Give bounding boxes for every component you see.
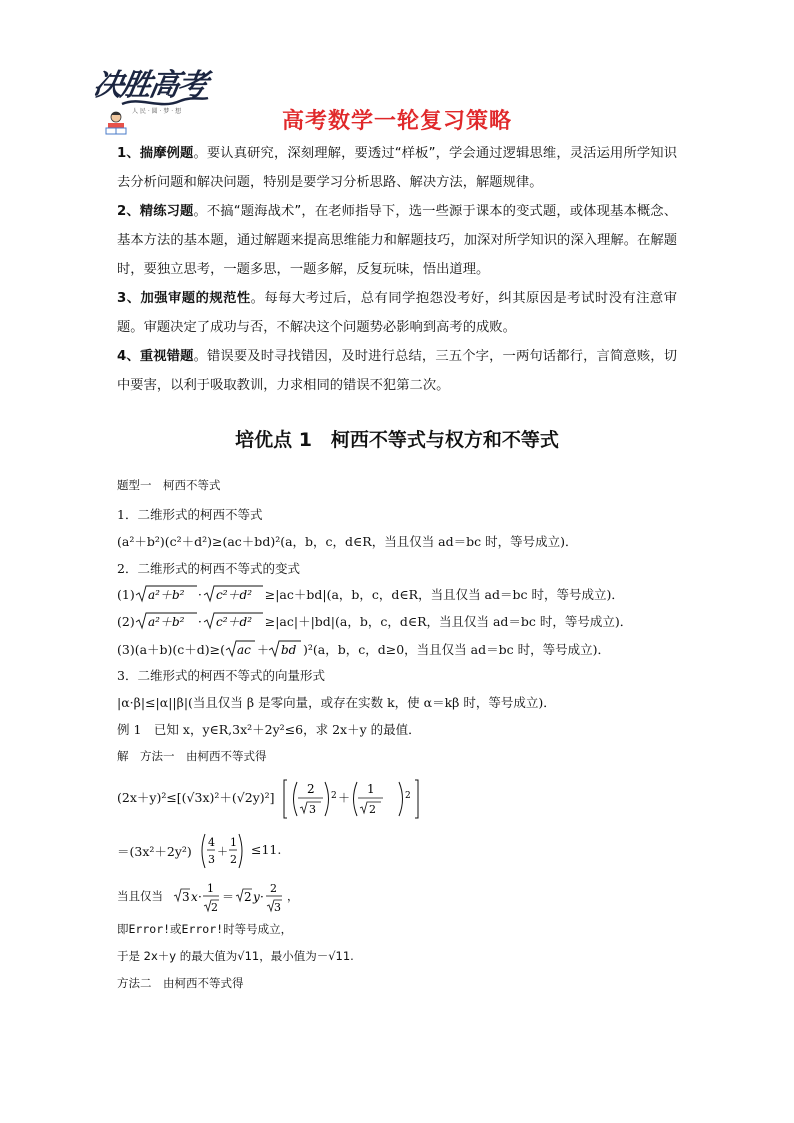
svg-text:4: 4 <box>208 836 215 849</box>
formula-prefix: (2) <box>117 614 135 629</box>
strategy-heading: 1、揣摩例题 <box>117 146 194 161</box>
equality-note: 即Error!或Error!时等号成立， <box>117 922 293 936</box>
step-right: ≤11. <box>251 842 282 857</box>
svg-text:ac: ac <box>237 643 251 657</box>
formula-line <box>117 640 610 658</box>
document-title: 高考数学一轮复习策略 <box>281 109 512 134</box>
result-line: 于是 2x＋y 的最大值为√11，最小值为－√11. <box>117 949 354 963</box>
section-title: 培优点 1 柯西不等式与权方和不等式 <box>235 429 559 451</box>
strategy-body: 。每每大考过后，总有同学抱怨没考好，纠其原因是考试时没有注意审题。审题决定了成功与否，不解决这个问题势必影响到高考的成败。 <box>117 291 677 335</box>
formula-suffix: ≥|ac＋bd|(a，b，c，d∈R，当且仅当 ad＝bc 时，等号成立)． <box>264 587 624 602</box>
formula-line: (a²＋b²)(c²＋d²)≥(ac＋bd)²(a，b，c，d∈R，当且仅当 ad＝bc 时，等号成立)． <box>117 534 578 549</box>
step-left: 当且仅当 <box>117 889 163 903</box>
svg-text:x: x <box>191 890 198 904</box>
strategy-body: 。不搞“题海战术”，在老师指导下，选一些源于课本的变式题，或体现基本概念、基本方法的基本题，通过解题来提高思维能力和解题技巧，加深对所学知识的深入理解。在解题时，要独立思考，一题多思，一题多解，反复玩味，悟出道理。 <box>117 204 677 277</box>
type-heading: 题型一 柯西不等式 <box>117 478 221 492</box>
svg-text:2: 2 <box>369 803 376 816</box>
step-left: ＝(3x²＋2y²) <box>117 844 192 859</box>
step-left: (2x＋y)²≤[(√3x)²＋(√2y)²] <box>117 790 275 805</box>
strategy-paragraph <box>117 139 677 197</box>
strategy-heading: 2、精练习题 <box>117 204 194 219</box>
formula-line <box>117 585 624 603</box>
formula-prefix: (3)(a＋b)(c＋d)≥( <box>117 642 226 657</box>
svg-text:·: · <box>260 890 264 904</box>
method-label: 方法二 由柯西不等式得 <box>117 976 244 990</box>
step-right: ， <box>287 889 299 903</box>
strategy-heading: 4、重视错题 <box>117 349 194 364</box>
svg-text:a²＋b²: a²＋b² <box>147 615 185 629</box>
strategy-body: 。要认真研究，深刻理解，要透过“样板”，学会通过逻辑思维，灵活运用所学知识去分析问题和解决问题，特别是要学习分析思路、解决方法，解题规律。 <box>117 146 677 190</box>
fraction-sum-expression <box>199 830 247 872</box>
strategy-heading: 3、加强审题的规范性 <box>117 291 251 306</box>
item-heading: 2．二维形式的柯西不等式的变式 <box>117 561 300 576</box>
svg-text:y: y <box>253 890 260 904</box>
bracket-fraction-expression <box>283 778 433 820</box>
svg-text:2: 2 <box>230 853 237 866</box>
item-heading: 3．二维形式的柯西不等式的向量形式 <box>117 668 325 683</box>
svg-text:·: · <box>198 890 202 904</box>
svg-text:3: 3 <box>274 901 281 914</box>
svg-text:＋: ＋ <box>338 791 351 805</box>
svg-text:1: 1 <box>367 782 375 796</box>
svg-text:1: 1 <box>230 836 237 849</box>
svg-text:·: · <box>197 588 202 602</box>
svg-text:3: 3 <box>208 853 215 866</box>
formula-line: |α·β|≤|α||β|(当且仅当 β 是零向量，或存在实数 k，使 α＝kβ 时，等号成立)． <box>117 695 556 710</box>
svg-text:＋: ＋ <box>217 845 228 858</box>
equality-condition-expression <box>173 876 299 918</box>
formula-suffix: ≥|ac|＋|bd|(a，b，c，d∈R，当且仅当 ad＝bc 时，等号成立)． <box>264 614 633 629</box>
formula-line <box>117 612 632 630</box>
sqrt-sum-expression <box>225 640 303 658</box>
strategy-paragraph <box>117 342 677 400</box>
svg-text:2: 2 <box>211 901 218 914</box>
strategy-paragraph <box>117 197 677 284</box>
svg-text:a²＋b²: a²＋b² <box>147 588 185 602</box>
svg-text:2: 2 <box>331 791 337 801</box>
svg-text:3: 3 <box>182 890 190 904</box>
svg-text:2: 2 <box>270 882 277 895</box>
svg-text:c²＋d²: c²＋d² <box>215 588 252 602</box>
svg-text:3: 3 <box>309 803 316 816</box>
logo-tagline: 人 民 · 圆 · 梦 · 想 <box>132 108 182 115</box>
svg-text:c²＋d²: c²＋d² <box>215 615 252 629</box>
sqrt-product-expression <box>135 585 265 603</box>
strategy-paragraph <box>117 284 677 342</box>
solution-label: 解 方法一 由柯西不等式得 <box>117 749 267 763</box>
logo-text: 决胜高考 <box>90 68 209 103</box>
sqrt-product-expression <box>135 612 265 630</box>
item-heading: 1．二维形式的柯西不等式 <box>117 507 263 522</box>
svg-text:2: 2 <box>405 791 411 801</box>
strategy-body: 。错误要及时寻找错因，及时进行总结，三五个字，一两句话都行，言简意赅，切中要害，以利于吸取教训，力求相同的错误不犯第二次。 <box>117 349 677 393</box>
svg-text:bd: bd <box>281 643 297 657</box>
svg-text:2: 2 <box>307 782 315 796</box>
svg-text:·: · <box>197 615 202 629</box>
formula-prefix: (1) <box>117 587 135 602</box>
svg-text:1: 1 <box>207 882 214 895</box>
svg-text:＝: ＝ <box>222 890 235 904</box>
formula-suffix: )²(a，b，c，d≥0，当且仅当 ad＝bc 时，等号成立)． <box>303 642 610 657</box>
svg-text:2: 2 <box>244 890 252 904</box>
svg-text:＋: ＋ <box>257 643 270 657</box>
example-statement: 例 1 已知 x，y∈R,3x²＋2y²≤6，求 2x＋y 的最值． <box>117 722 421 737</box>
